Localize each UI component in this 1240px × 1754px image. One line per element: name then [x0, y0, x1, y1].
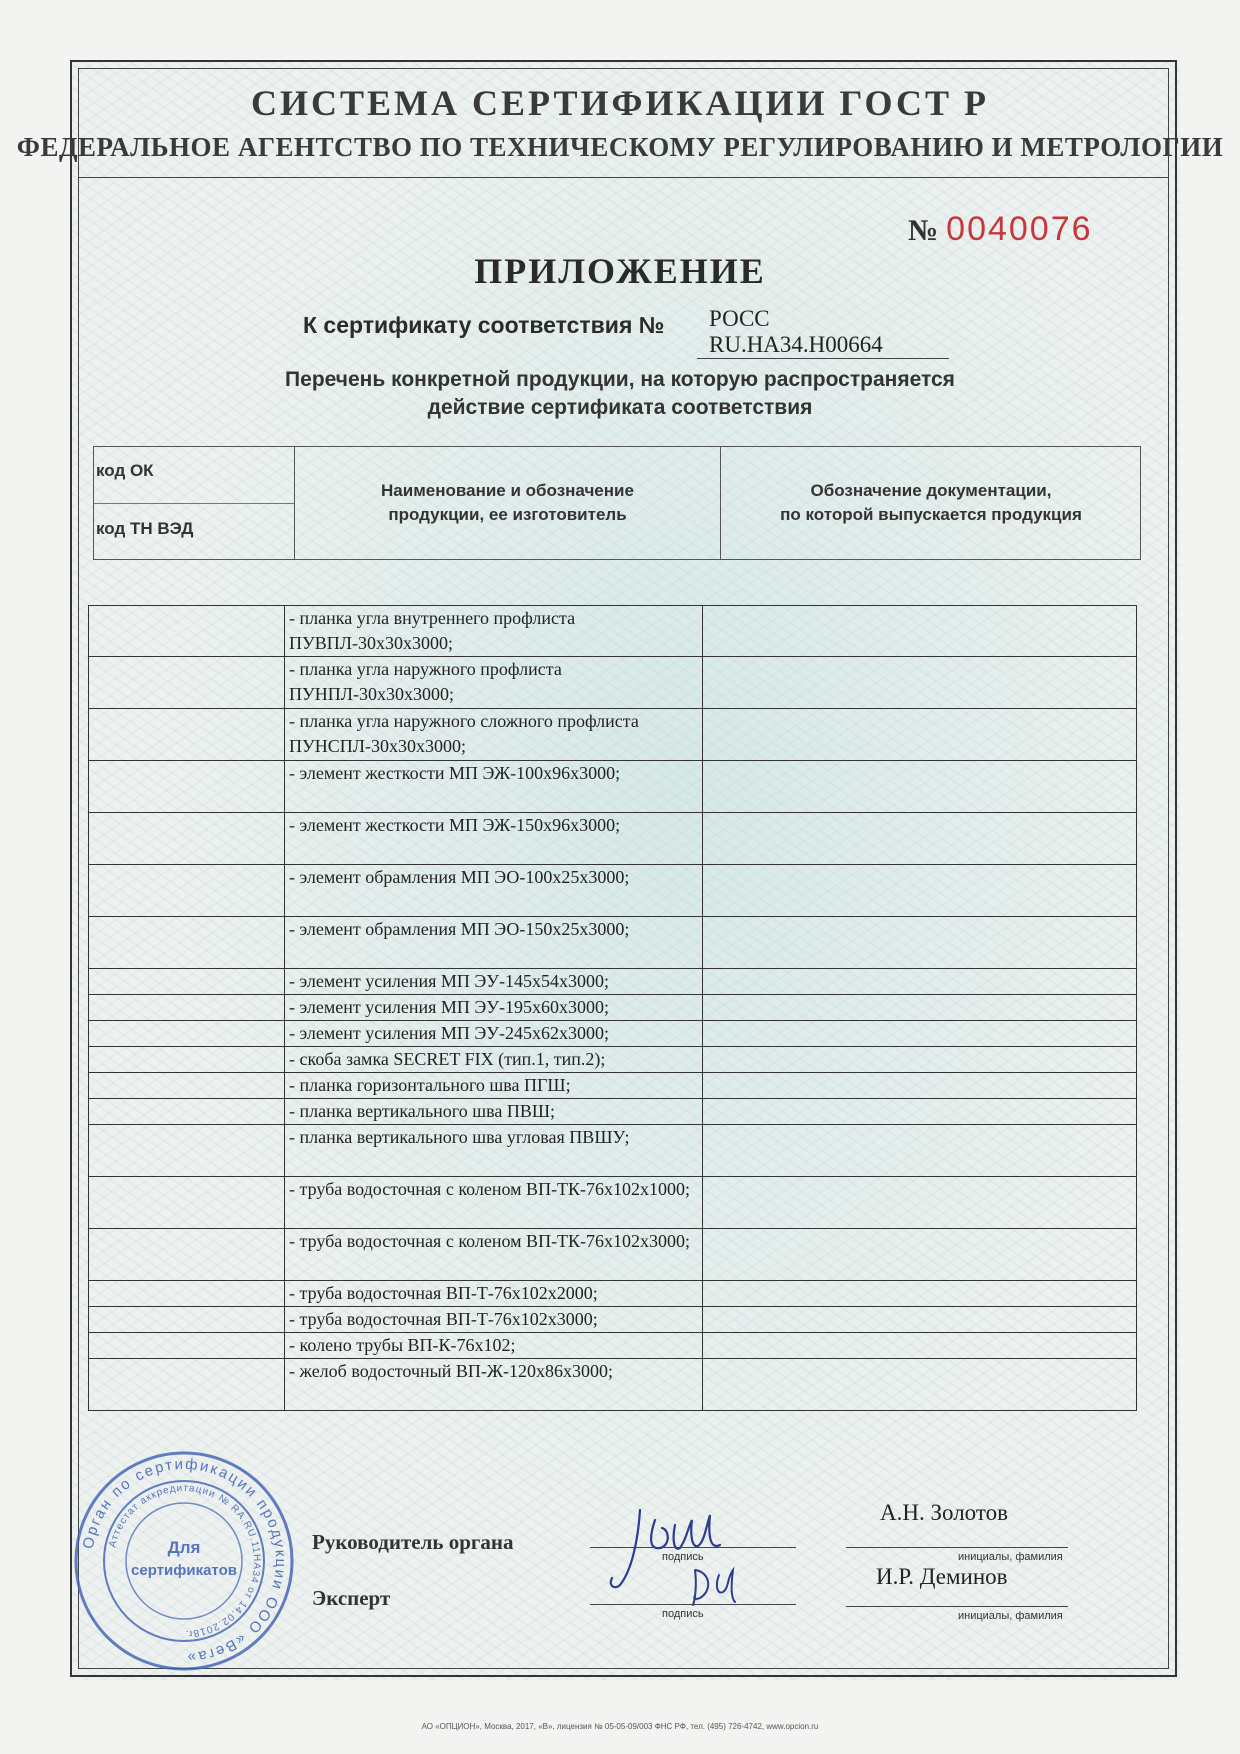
doc-cell — [703, 1021, 1137, 1047]
doc-cell — [703, 813, 1137, 865]
seal-center-line1: Для — [167, 1538, 201, 1557]
doc-cell — [703, 917, 1137, 969]
agency-title: ФЕДЕРАЛЬНОЕ АГЕНТСТВО ПО ТЕХНИЧЕСКОМУ РЕГУЛИРОВАНИЮ И МЕТРОЛОГИИ — [16, 132, 1224, 162]
blank-number-value: 0040076 — [946, 210, 1093, 248]
code-cell — [89, 1333, 285, 1359]
doc-cell — [703, 761, 1137, 813]
table-row — [89, 1125, 1137, 1177]
blank-number — [908, 210, 1093, 249]
list-title-line2: действие сертификата соответствия — [427, 396, 813, 419]
code-cell — [89, 969, 285, 995]
table-row — [89, 813, 1137, 865]
table-row — [89, 761, 1137, 813]
product-cell: - труба водосточная с коленом ВП-ТК-76х102х3000; — [285, 1229, 703, 1281]
code-cell — [89, 865, 285, 917]
table-row — [89, 1099, 1137, 1125]
code-cell — [89, 1281, 285, 1307]
product-cell: - планка вертикального шва угловая ПВШУ; — [285, 1125, 703, 1177]
seal-outer-text: Орган по сертификации продукции ООО «Вега» — [79, 1455, 290, 1667]
head-name: А.Н. Золотов — [880, 1500, 1008, 1525]
table-row — [89, 1177, 1137, 1229]
doc-cell — [703, 657, 1137, 709]
table-row — [89, 865, 1137, 917]
doc-cell — [703, 865, 1137, 917]
table-row — [89, 1307, 1137, 1333]
name-header-line2: продукции, ее изготовитель — [388, 505, 627, 524]
table-row — [89, 1021, 1137, 1047]
list-title — [0, 366, 1240, 422]
code-cell — [89, 1073, 285, 1099]
head-role-label: Руководитель органа — [312, 1530, 514, 1554]
code-cell — [89, 1099, 285, 1125]
expert-role-label: Эксперт — [312, 1586, 391, 1610]
doc-cell — [703, 1047, 1137, 1073]
doc-cell — [703, 995, 1137, 1021]
table-row — [89, 917, 1137, 969]
product-cell: - элемент усиления МП ЭУ-145х54х3000; — [285, 969, 703, 995]
document-title: ПРИЛОЖЕНИЕ — [474, 251, 766, 291]
code-cell — [89, 917, 285, 969]
product-cell: - желоб водосточный ВП-Ж-120х86х3000; — [285, 1359, 703, 1411]
product-cell: - планка вертикального шва ПВШ; — [285, 1099, 703, 1125]
code-cell — [89, 1359, 285, 1411]
documentation-column-header — [721, 447, 1141, 559]
doc-cell — [703, 1073, 1137, 1099]
code-cell — [89, 1125, 285, 1177]
code-cell — [89, 995, 285, 1021]
table-row — [89, 657, 1137, 709]
doc-cell — [703, 1125, 1137, 1177]
product-cell: - труба водосточная ВП-Т-76х102х2000; — [285, 1281, 703, 1307]
product-cell: - скоба замка SECRET FIX (тип.1, тип.2); — [285, 1047, 703, 1073]
code-cell — [89, 606, 285, 657]
printer-footer: АО «ОПЦИОН», Москва, 2017, «В», лицензия № 05-05-09/003 ФНС РФ, тел. (495) 726-4742, www.opcion.ru — [421, 1722, 819, 1731]
product-cell: - элемент обрамления МП ЭО-150х25х3000; — [285, 917, 703, 969]
seal-inner-text: Аттестат аккредитации № RA.RU.11НА34 от 14.02.2018г. — [107, 1482, 263, 1640]
code-column-header — [94, 447, 295, 559]
head-name-line — [846, 1547, 1068, 1548]
doc-header-line1: Обозначение документации, — [810, 481, 1052, 500]
number-sign: № — [908, 214, 939, 247]
system-title: СИСТЕМА СЕРТИФИКАЦИИ ГОСТ Р — [251, 83, 989, 123]
expert-name: И.Р. Деминов — [876, 1564, 1008, 1589]
product-cell: - планка угла наружного профлиста ПУНПЛ-30х30х3000; — [285, 657, 703, 709]
table-row — [89, 1281, 1137, 1307]
doc-cell — [703, 1281, 1137, 1307]
header-divider — [78, 177, 1169, 178]
code-cell — [89, 1047, 285, 1073]
list-title-line1: Перечень конкретной продукции, на которую распространяется — [285, 368, 955, 391]
code-cell — [89, 1307, 285, 1333]
certificate-number: РОСС RU.НА34.Н00664 — [697, 306, 949, 359]
doc-cell — [703, 1229, 1137, 1281]
column-header-table — [93, 446, 1141, 560]
product-cell: - труба водосточная ВП-Т-76х102х3000; — [285, 1307, 703, 1333]
product-cell: - колено трубы ВП-К-76х102; — [285, 1333, 703, 1359]
doc-cell — [703, 709, 1137, 761]
code-cell — [89, 761, 285, 813]
doc-cell — [703, 1359, 1137, 1411]
expert-name-line — [846, 1606, 1068, 1607]
doc-cell — [703, 606, 1137, 657]
doc-cell — [703, 1099, 1137, 1125]
product-cell: - элемент усиления МП ЭУ-245х62х3000; — [285, 1021, 703, 1047]
expert-name-caption: инициалы, фамилия — [958, 1610, 1063, 1622]
code-cell — [89, 813, 285, 865]
product-cell: - элемент усиления МП ЭУ-195х60х3000; — [285, 995, 703, 1021]
doc-header-line2: по которой выпускается продукция — [780, 505, 1082, 524]
head-name-caption: инициалы, фамилия — [958, 1551, 1063, 1563]
expert-signature-caption: подпись — [662, 1608, 704, 1620]
certification-seal — [72, 1449, 296, 1673]
code-tnved-label: код ТН ВЭД — [96, 519, 194, 538]
code-divider — [94, 503, 294, 504]
table-row — [89, 969, 1137, 995]
doc-cell — [703, 969, 1137, 995]
certificate-label: К сертификату соответствия № — [303, 312, 665, 338]
code-cell — [89, 657, 285, 709]
code-cell — [89, 1229, 285, 1281]
seal-center-line2: сертификатов — [131, 1562, 237, 1579]
svg-text:Аттестат аккредитации № RA.RU. — [107, 1483, 262, 1639]
code-cell — [89, 1021, 285, 1047]
head-signature-caption: подпись — [662, 1551, 704, 1563]
table-row — [89, 1359, 1137, 1411]
table-row — [89, 1229, 1137, 1281]
table-row — [89, 1073, 1137, 1099]
table-row — [89, 606, 1137, 657]
product-table — [88, 605, 1137, 1411]
doc-cell — [703, 1333, 1137, 1359]
product-cell: - планка угла внутреннего профлиста ПУВПЛ-30х30х3000; — [285, 606, 703, 657]
product-cell: - элемент обрамления МП ЭО-100х25х3000; — [285, 865, 703, 917]
table-row — [89, 709, 1137, 761]
product-cell: - планка угла наружного сложного профлиста ПУНСПЛ-30х30х3000; — [285, 709, 703, 761]
table-row — [89, 995, 1137, 1021]
table-row — [89, 1333, 1137, 1359]
code-cell — [89, 709, 285, 761]
table-row — [89, 1047, 1137, 1073]
product-cell: - труба водосточная с коленом ВП-ТК-76х102х1000; — [285, 1177, 703, 1229]
product-cell: - планка горизонтального шва ПГШ; — [285, 1073, 703, 1099]
expert-signature — [685, 1560, 745, 1610]
code-ok-label: код ОК — [96, 461, 154, 480]
product-cell: - элемент жесткости МП ЭЖ-150х96х3000; — [285, 813, 703, 865]
doc-cell — [703, 1307, 1137, 1333]
code-cell — [89, 1177, 285, 1229]
product-cell: - элемент жесткости МП ЭЖ-100х96х3000; — [285, 761, 703, 813]
doc-cell — [703, 1177, 1137, 1229]
name-header-line1: Наименование и обозначение — [381, 481, 634, 500]
name-column-header — [295, 447, 721, 559]
